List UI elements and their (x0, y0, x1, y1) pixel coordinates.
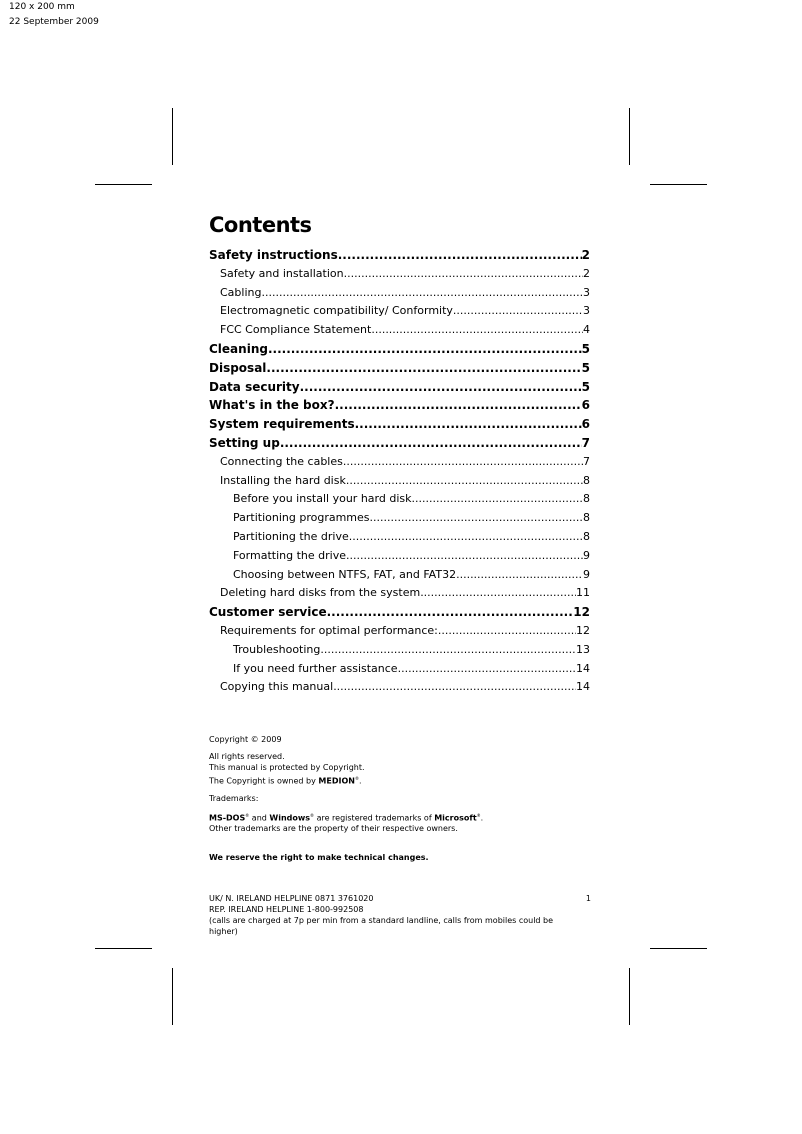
toc-leader-dots (333, 678, 576, 697)
toc-entry[interactable] (209, 528, 590, 547)
toc-entry-page: 6 (581, 398, 590, 413)
toc-entry[interactable] (209, 415, 590, 434)
toc-leader-dots (453, 302, 583, 321)
toc-entry[interactable] (209, 547, 590, 566)
toc-leader-dots (280, 434, 582, 453)
toc-entry-label: Formatting the drive (233, 548, 346, 562)
toc-leader-dots (346, 547, 583, 566)
toc-entry[interactable] (209, 509, 590, 528)
trademarks-heading: Trademarks: (209, 793, 259, 803)
toc-entry-label: Copying this manual (220, 680, 334, 694)
toc-entry-label: Troubleshooting (233, 642, 321, 656)
reserve-notice: We reserve the right to make technical changes. (209, 853, 429, 863)
toc-entry-page: 2 (581, 248, 590, 262)
protected-line: This manual is protected by Copyright. (209, 763, 365, 772)
toc-entry-page: 3 (583, 304, 590, 318)
toc-entry-page: 8 (583, 473, 590, 487)
toc-leader-dots (327, 603, 574, 622)
toc-entry[interactable] (209, 284, 590, 303)
page-title: Contents (209, 213, 312, 237)
crop-mark-bottom-left-vertical (172, 968, 173, 1025)
toc-entry[interactable] (209, 265, 590, 284)
toc-entry[interactable] (209, 321, 590, 340)
toc-entry[interactable] (209, 641, 590, 660)
toc-leader-dots (344, 265, 583, 284)
crop-mark-top-right-horizontal (650, 184, 707, 185)
toc-entry-page: 12 (573, 605, 590, 620)
toc-entry[interactable] (209, 302, 590, 321)
toc-leader-dots (261, 284, 583, 303)
toc-leader-dots (320, 641, 576, 660)
toc-entry-label: Deleting hard disks from the system (220, 586, 421, 600)
toc-entry[interactable] (209, 584, 590, 603)
toc-entry[interactable] (209, 472, 590, 491)
helpline-uk: UK/ N. IRELAND HELPLINE 0871 3761020 (209, 894, 374, 903)
toc-entry-page: 9 (583, 567, 590, 581)
toc-leader-dots (300, 378, 582, 397)
toc-leader-dots (335, 396, 582, 415)
copyright-line: Copyright © 2009 (209, 735, 282, 744)
owner-line: The Copyright is owned by MEDION®. (209, 776, 362, 786)
toc-leader-dots (268, 340, 582, 359)
toc-entry[interactable] (209, 396, 590, 415)
crop-mark-top-right-vertical (629, 108, 630, 165)
toc-entry-label: If you need further assistance (233, 661, 398, 675)
toc-entry-page: 12 (576, 623, 590, 637)
toc-entry-label: What's in the box? (209, 398, 335, 413)
toc-entry-label: Data security (209, 379, 300, 394)
toc-entry-label: Installing the hard disk (220, 473, 346, 487)
toc-entry[interactable] (209, 566, 590, 585)
toc-entry-label: Customer service (209, 605, 327, 620)
crop-mark-top-left-vertical (172, 108, 173, 165)
toc-leader-dots (398, 660, 576, 679)
toc-entry-page: 8 (583, 529, 590, 543)
toc-leader-dots (346, 472, 583, 491)
toc-entry-label: Setting up (209, 435, 280, 450)
page-footer (209, 893, 591, 937)
toc-entry[interactable] (209, 603, 590, 622)
toc-entry-label: Before you install your hard disk (233, 492, 412, 506)
toc-entry[interactable] (209, 453, 590, 472)
toc-entry-label: Cabling (220, 285, 262, 299)
trademarks-line: MS-DOS® and Windows® are registered trademarks of Microsoft®. (209, 812, 484, 823)
toc-entry-label: Safety instructions (209, 248, 338, 262)
toc-leader-dots (343, 453, 583, 472)
toc-entry-label: Requirements for optimal performance: (220, 623, 438, 637)
toc-entry-page: 8 (583, 492, 590, 506)
toc-leader-dots (349, 528, 583, 547)
toc-entry[interactable] (209, 490, 590, 509)
legal-notice (209, 734, 599, 863)
toc-entry[interactable] (209, 246, 590, 265)
toc-leader-dots (420, 584, 576, 603)
toc-entry-label: Cleaning (209, 341, 268, 356)
toc-entry[interactable] (209, 340, 590, 359)
toc-leader-dots (370, 509, 583, 528)
toc-leader-dots (355, 415, 582, 434)
toc-leader-dots (456, 566, 583, 585)
toc-entry-page: 8 (583, 511, 590, 525)
toc-entry-page: 2 (583, 266, 590, 280)
toc-entry-label: Partitioning programmes (233, 511, 370, 525)
toc-entry-page: 5 (581, 341, 590, 356)
toc-entry-label: FCC Compliance Statement (220, 323, 372, 337)
toc-entry[interactable] (209, 660, 590, 679)
page-header (9, 0, 99, 30)
table-of-contents (209, 246, 590, 697)
toc-entry-page: 11 (576, 586, 590, 600)
toc-leader-dots (338, 246, 582, 265)
other-trademarks-line: Other trademarks are the property of their respective owners. (209, 824, 458, 834)
call-charges-note: (calls are charged at 7p per min from a standard landline, calls from mobiles could be higher) (209, 916, 554, 936)
crop-mark-bottom-right-vertical (629, 968, 630, 1025)
toc-entry-page: 13 (576, 642, 590, 656)
toc-entry-label: Electromagnetic compatibility/ Conformity (220, 304, 453, 318)
toc-leader-dots (371, 321, 583, 340)
toc-entry-page: 14 (576, 680, 590, 694)
rights-line: All rights reserved. (209, 752, 285, 761)
toc-entry-page: 6 (581, 417, 590, 432)
toc-entry-label: Disposal (209, 360, 267, 375)
toc-entry[interactable] (209, 378, 590, 397)
toc-entry-page: 7 (581, 435, 590, 450)
toc-leader-dots (438, 622, 576, 641)
owner-name: MEDION (318, 776, 355, 786)
toc-leader-dots (411, 490, 583, 509)
helpline-ireland: REP. IRELAND HELPLINE 1-800-992508 (209, 905, 364, 914)
toc-entry-page: 5 (581, 360, 590, 375)
toc-entry-label: Partitioning the drive (233, 529, 349, 543)
toc-entry-page: 7 (583, 454, 590, 468)
paper-size: 120 x 200 mm (9, 2, 75, 12)
toc-entry-page: 14 (576, 661, 590, 675)
toc-entry-label: System requirements (209, 417, 355, 432)
toc-entry[interactable] (209, 622, 590, 641)
print-date: 22 September 2009 (9, 17, 99, 27)
toc-entry-page: 5 (581, 379, 590, 394)
page-number: 1 (585, 894, 591, 903)
toc-entry-label: Safety and installation (220, 266, 344, 280)
toc-entry-page: 3 (583, 285, 590, 299)
crop-mark-bottom-left-horizontal (95, 948, 152, 949)
crop-mark-bottom-right-horizontal (650, 948, 707, 949)
toc-entry[interactable] (209, 434, 590, 453)
toc-entry[interactable] (209, 678, 590, 697)
toc-leader-dots (266, 359, 581, 378)
toc-entry-page: 4 (583, 323, 590, 337)
toc-entry[interactable] (209, 359, 590, 378)
toc-entry-label: Choosing between NTFS, FAT, and FAT32 (233, 567, 457, 581)
crop-mark-top-left-horizontal (95, 184, 152, 185)
toc-entry-label: Connecting the cables (220, 454, 343, 468)
toc-entry-page: 9 (583, 548, 590, 562)
